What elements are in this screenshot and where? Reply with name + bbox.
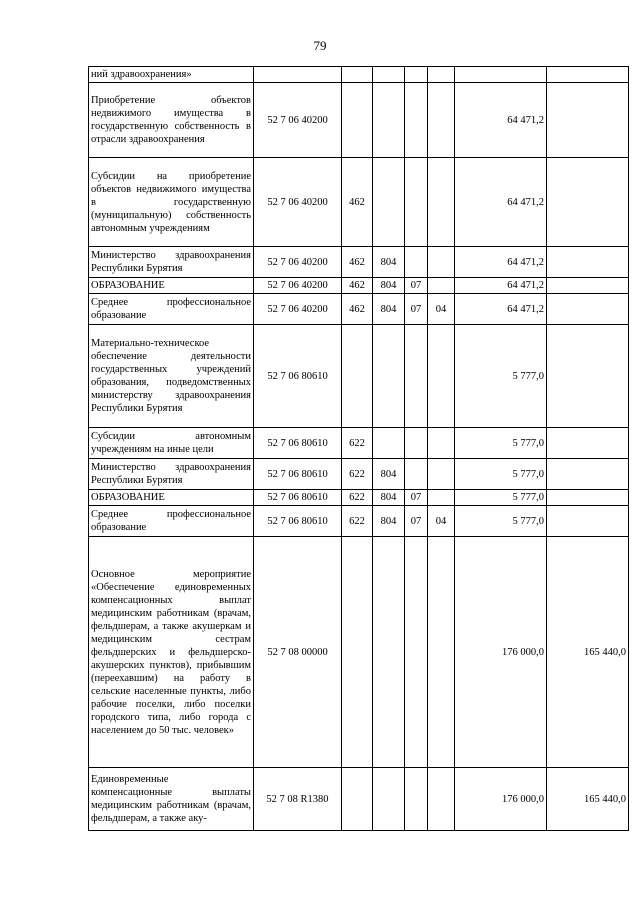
target-article-code: 52 7 06 80610 xyxy=(254,325,342,428)
row-description: Министерство здравоохранения Республики Бурятия xyxy=(89,247,254,278)
row-description: ОБРАЗОВАНИЕ xyxy=(89,278,254,294)
row-description: ний здравоохранения» xyxy=(89,67,254,83)
row-description: Среднее профессиональное образование xyxy=(89,506,254,537)
section-code: 07 xyxy=(405,506,428,537)
subsection-code xyxy=(428,459,455,490)
amount-year-1 xyxy=(455,67,547,83)
expense-type-code xyxy=(342,83,373,158)
section-code xyxy=(405,428,428,459)
amount-year-2 xyxy=(547,158,629,247)
table-row xyxy=(89,506,629,537)
section-code xyxy=(405,83,428,158)
section-code xyxy=(405,67,428,83)
subsection-code: 04 xyxy=(428,506,455,537)
amount-year-2 xyxy=(547,247,629,278)
ministry-code: 804 xyxy=(373,490,405,506)
ministry-code: 804 xyxy=(373,294,405,325)
subsection-code xyxy=(428,537,455,768)
section-code xyxy=(405,247,428,278)
table-body xyxy=(89,67,629,831)
amount-year-2 xyxy=(547,506,629,537)
table-row xyxy=(89,294,629,325)
ministry-code: 804 xyxy=(373,459,405,490)
expense-type-code xyxy=(342,537,373,768)
expense-type-code xyxy=(342,768,373,831)
section-code: 07 xyxy=(405,294,428,325)
subsection-code xyxy=(428,278,455,294)
row-description: ОБРАЗОВАНИЕ xyxy=(89,490,254,506)
ministry-code xyxy=(373,768,405,831)
amount-year-2 xyxy=(547,294,629,325)
target-article-code xyxy=(254,67,342,83)
section-code: 07 xyxy=(405,490,428,506)
amount-year-2 xyxy=(547,459,629,490)
ministry-code: 804 xyxy=(373,506,405,537)
ministry-code: 804 xyxy=(373,278,405,294)
amount-year-1: 176 000,0 xyxy=(455,537,547,768)
table-row xyxy=(89,537,629,768)
amount-year-1: 64 471,2 xyxy=(455,278,547,294)
ministry-code xyxy=(373,158,405,247)
expense-type-code: 622 xyxy=(342,490,373,506)
amount-year-2 xyxy=(547,83,629,158)
section-code xyxy=(405,325,428,428)
amount-year-2 xyxy=(547,67,629,83)
ministry-code xyxy=(373,537,405,768)
ministry-code: 804 xyxy=(373,247,405,278)
subsection-code xyxy=(428,325,455,428)
amount-year-2 xyxy=(547,428,629,459)
expense-type-code: 622 xyxy=(342,506,373,537)
amount-year-2 xyxy=(547,278,629,294)
amount-year-1: 5 777,0 xyxy=(455,325,547,428)
budget-table xyxy=(88,66,629,831)
amount-year-1: 5 777,0 xyxy=(455,490,547,506)
expense-type-code: 622 xyxy=(342,428,373,459)
target-article-code: 52 7 08 R1380 xyxy=(254,768,342,831)
section-code xyxy=(405,459,428,490)
subsection-code xyxy=(428,83,455,158)
expense-type-code xyxy=(342,325,373,428)
amount-year-1: 176 000,0 xyxy=(455,768,547,831)
amount-year-1: 64 471,2 xyxy=(455,247,547,278)
target-article-code: 52 7 06 80610 xyxy=(254,506,342,537)
table-row xyxy=(89,278,629,294)
target-article-code: 52 7 06 40200 xyxy=(254,83,342,158)
table-row xyxy=(89,459,629,490)
row-description: Единовременные компенсационные выплаты медицинским работникам (врачам, фельдшерам, а также аку- xyxy=(89,768,254,831)
amount-year-1: 64 471,2 xyxy=(455,158,547,247)
amount-year-2 xyxy=(547,490,629,506)
subsection-code: 04 xyxy=(428,294,455,325)
table-row xyxy=(89,325,629,428)
target-article-code: 52 7 06 80610 xyxy=(254,459,342,490)
amount-year-2: 165 440,0 xyxy=(547,768,629,831)
subsection-code xyxy=(428,158,455,247)
target-article-code: 52 7 06 80610 xyxy=(254,490,342,506)
amount-year-1: 64 471,2 xyxy=(455,83,547,158)
ministry-code xyxy=(373,83,405,158)
amount-year-1: 5 777,0 xyxy=(455,506,547,537)
row-description: Среднее профессиональное образование xyxy=(89,294,254,325)
target-article-code: 52 7 06 40200 xyxy=(254,158,342,247)
ministry-code xyxy=(373,428,405,459)
table-row xyxy=(89,83,629,158)
section-code xyxy=(405,537,428,768)
expense-type-code: 622 xyxy=(342,459,373,490)
row-description: Материально-техническое обеспечение деятельности государственных учреждений образования, подведомственных министерству здравоохранения Республики Бурятия xyxy=(89,325,254,428)
row-description: Субсидии на приобретение объектов недвижимого имущества в государственную (муниципальную) собственность автономным учреждениям xyxy=(89,158,254,247)
table-row xyxy=(89,158,629,247)
row-description: Министерство здравоохранения Республики Бурятия xyxy=(89,459,254,490)
table-row xyxy=(89,247,629,278)
expense-type-code xyxy=(342,67,373,83)
page-number: 79 xyxy=(313,38,327,53)
table-row xyxy=(89,428,629,459)
ministry-code xyxy=(373,325,405,428)
target-article-code: 52 7 06 80610 xyxy=(254,428,342,459)
target-article-code: 52 7 06 40200 xyxy=(254,247,342,278)
amount-year-1: 64 471,2 xyxy=(455,294,547,325)
expense-type-code: 462 xyxy=(342,158,373,247)
row-description: Основное мероприятие «Обеспечение единовременных компенсационных выплат медицинским работникам (врачам, фельдшерам, а также акушеркам и медицинским сестрам фельдшерских и фельдшерско-акушерских пунктов), прибывшим (переехавшим) на работу в сельские населенные пункты, либо рабочие поселки, либо поселки городского типа, либо города с населением до 50 тыс. человек» xyxy=(89,537,254,768)
expense-type-code: 462 xyxy=(342,247,373,278)
subsection-code xyxy=(428,67,455,83)
amount-year-1: 5 777,0 xyxy=(455,459,547,490)
expense-type-code: 462 xyxy=(342,294,373,325)
table-row xyxy=(89,67,629,83)
subsection-code xyxy=(428,428,455,459)
amount-year-1: 5 777,0 xyxy=(455,428,547,459)
row-description: Приобретение объектов недвижимого имущества в государственную собственность в отрасли здравоохранения xyxy=(89,83,254,158)
section-code: 07 xyxy=(405,278,428,294)
table-row xyxy=(89,490,629,506)
target-article-code: 52 7 06 40200 xyxy=(254,294,342,325)
subsection-code xyxy=(428,768,455,831)
target-article-code: 52 7 06 40200 xyxy=(254,278,342,294)
subsection-code xyxy=(428,490,455,506)
amount-year-2: 165 440,0 xyxy=(547,537,629,768)
amount-year-2 xyxy=(547,325,629,428)
subsection-code xyxy=(428,247,455,278)
section-code xyxy=(405,768,428,831)
target-article-code: 52 7 08 00000 xyxy=(254,537,342,768)
section-code xyxy=(405,158,428,247)
ministry-code xyxy=(373,67,405,83)
expense-type-code: 462 xyxy=(342,278,373,294)
table-row xyxy=(89,768,629,831)
row-description: Субсидии автономным учреждениям на иные цели xyxy=(89,428,254,459)
